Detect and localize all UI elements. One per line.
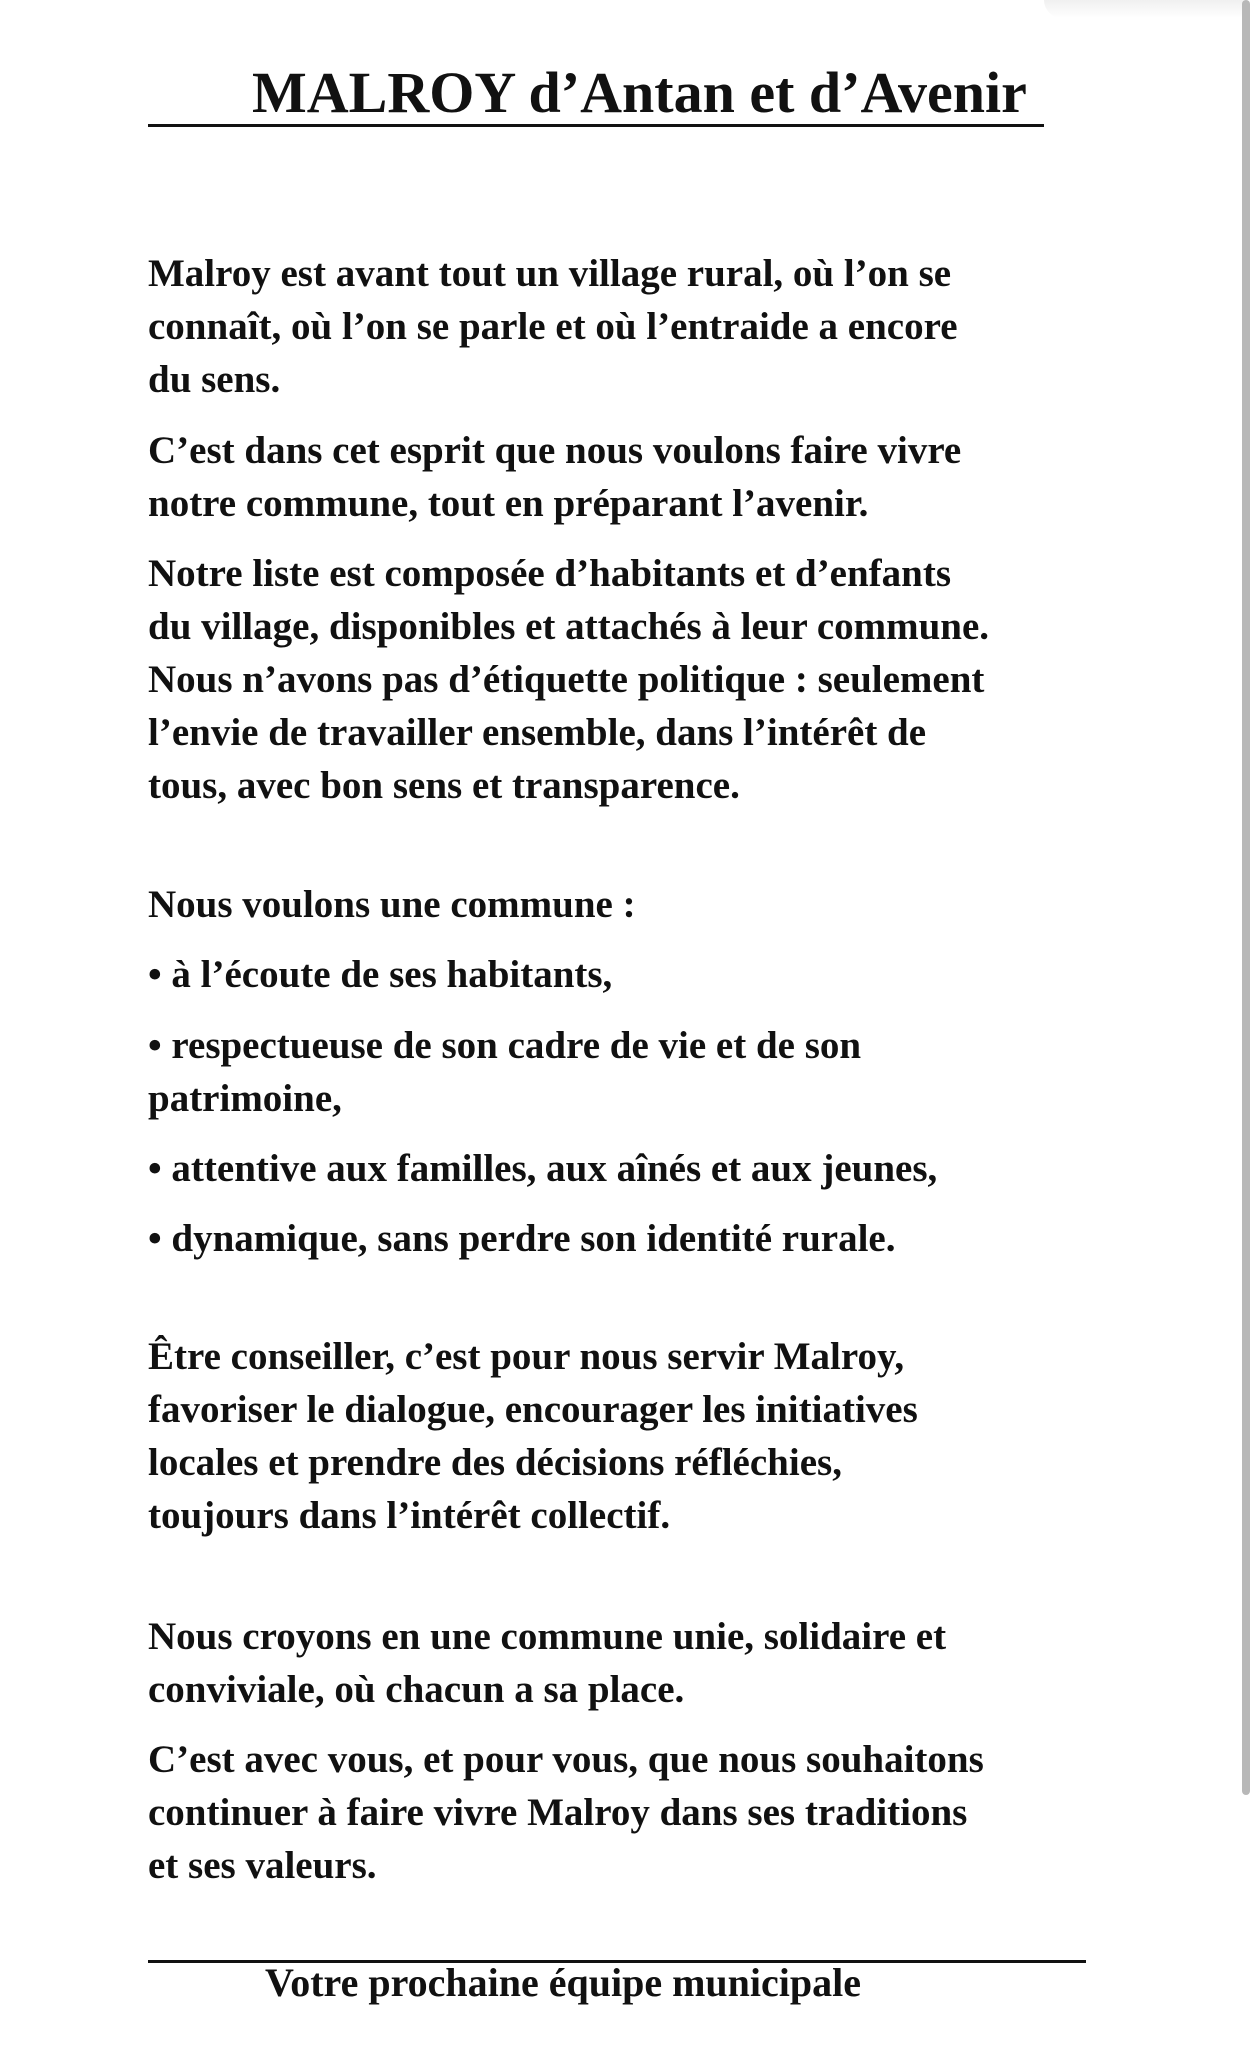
bullet-2-line-2: patrimoine,	[148, 1077, 342, 1120]
signature: Votre prochaine équipe municipale	[265, 1960, 861, 2005]
closing-line-1: C’est avec vous, et pour vous, que nous souhaitons	[148, 1738, 984, 1781]
intro-line-1: Malroy est avant tout un village rural, où l’on se	[148, 252, 952, 295]
page-title: MALROY d’Antan et d’Avenir	[252, 60, 1027, 125]
belief-line-2: conviviale, où chacun a sa place.	[148, 1668, 685, 1711]
intro-line-3: du sens.	[148, 358, 281, 401]
bullet-4: • dynamique, sans perdre son identité rurale.	[148, 1217, 896, 1260]
council-line-3: locales et prendre des décisions réfléchies,	[148, 1441, 842, 1484]
list-line-2: du village, disponibles et attachés à leur commune.	[148, 605, 990, 648]
closing-line-3: et ses valeurs.	[148, 1844, 377, 1887]
wants-heading: Nous voulons une commune :	[148, 883, 636, 926]
spirit-line-1: C’est dans cet esprit que nous voulons faire vivre	[148, 429, 962, 472]
belief-line-1: Nous croyons en une commune unie, solidaire et	[148, 1615, 947, 1658]
vertical-scrollbar[interactable]	[1242, 0, 1250, 1795]
list-line-4: l’envie de travailler ensemble, dans l’intérêt de	[148, 711, 927, 754]
bullet-1: • à l’écoute de ses habitants,	[148, 953, 613, 996]
page-corner-shadow	[1044, 0, 1244, 18]
council-line-4: toujours dans l’intérêt collectif.	[148, 1494, 671, 1537]
bullet-2-line-1: • respectueuse de son cadre de vie et de son	[148, 1024, 862, 1067]
list-line-1: Notre liste est composée d’habitants et d’enfants	[148, 552, 952, 595]
council-line-1: Être conseiller, c’est pour nous servir Malroy,	[148, 1335, 905, 1378]
closing-line-2: continuer à faire vivre Malroy dans ses traditions	[148, 1791, 968, 1834]
list-line-5: tous, avec bon sens et transparence.	[148, 764, 740, 807]
intro-line-2: connaît, où l’on se parle et où l’entraide a encore	[148, 305, 958, 348]
bullet-3: • attentive aux familles, aux aînés et aux jeunes,	[148, 1147, 938, 1190]
council-line-2: favoriser le dialogue, encourager les initiatives	[148, 1388, 918, 1431]
list-line-3: Nous n’avons pas d’étiquette politique : seulement	[148, 658, 985, 701]
spirit-line-2: notre commune, tout en préparant l’avenir.	[148, 482, 869, 525]
